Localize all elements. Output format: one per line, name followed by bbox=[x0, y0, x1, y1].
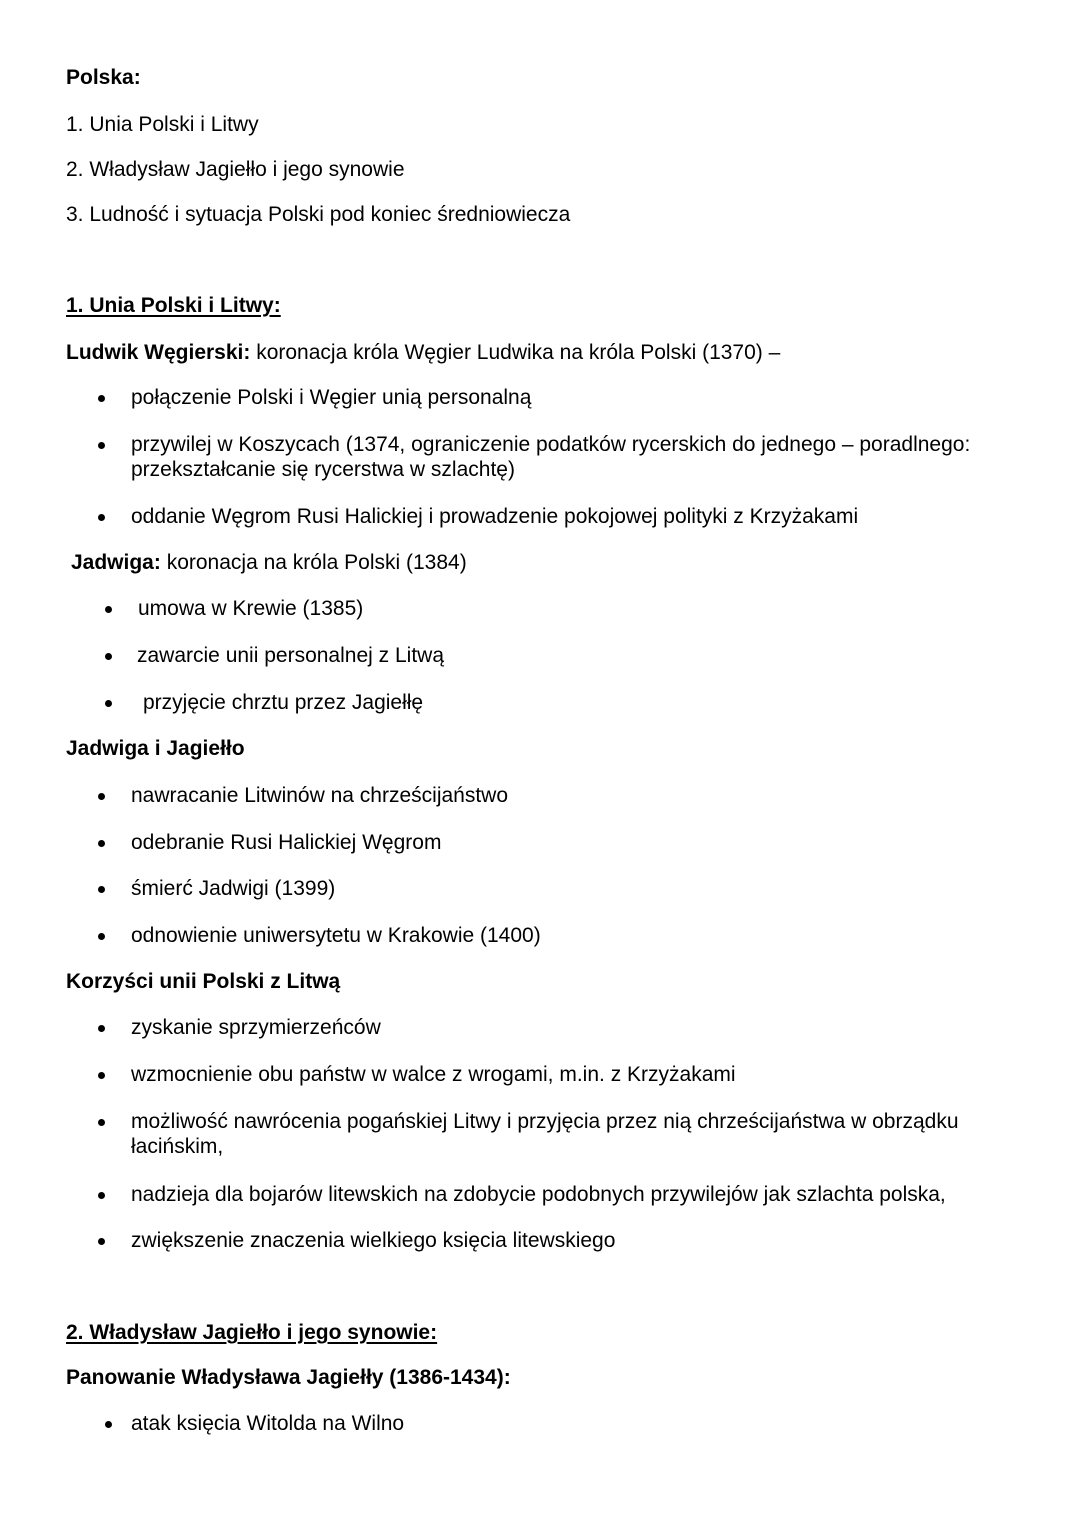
list-item: odnowienie uniwersytetu w Krakowie (1400) bbox=[131, 924, 541, 947]
bullet-icon bbox=[98, 933, 105, 940]
bullet-icon bbox=[98, 1072, 105, 1079]
list-item: przyjęcie chrztu przez Jagiełłę bbox=[143, 691, 424, 714]
list-item: odebranie Rusi Halickiej Węgrom bbox=[131, 831, 442, 854]
bullet-icon bbox=[105, 1421, 112, 1428]
list-item: umowa w Krewie (1385) bbox=[138, 597, 364, 620]
bullet-icon bbox=[98, 395, 105, 402]
list-item: przywilej w Koszycach (1374, ograniczenie podatków rycerskich do jednego – poradlnego: bbox=[131, 433, 971, 456]
bullet-icon bbox=[105, 653, 112, 660]
ludwik-paragraph bbox=[66, 341, 780, 365]
bullet-icon bbox=[98, 1025, 105, 1032]
list-item: zyskanie sprzymierzeńców bbox=[131, 1016, 381, 1039]
list-item: zawarcie unii personalnej z Litwą bbox=[137, 644, 444, 667]
list-item: śmierć Jadwigi (1399) bbox=[131, 877, 336, 900]
bullet-icon bbox=[105, 606, 112, 613]
toc-item-1: 1. Unia Polski i Litwy bbox=[66, 113, 259, 136]
jadwiga-label: Jadwiga: bbox=[71, 551, 161, 574]
list-item: połączenie Polski i Węgier unią personalną bbox=[131, 386, 532, 409]
list-item: nawracanie Litwinów na chrześcijaństwo bbox=[131, 784, 509, 807]
toc-item-2: 2. Władysław Jagiełło i jego synowie bbox=[66, 158, 405, 181]
bullet-icon bbox=[105, 700, 112, 707]
section-1-heading: 1. Unia Polski i Litwy: bbox=[66, 294, 281, 317]
bullet-icon bbox=[98, 442, 105, 449]
jadwiga-paragraph bbox=[71, 551, 467, 575]
bullet-icon bbox=[98, 793, 105, 800]
jadwiga-jagiello-heading: Jadwiga i Jagiełło bbox=[66, 737, 245, 760]
korzysci-heading: Korzyści unii Polski z Litwą bbox=[66, 970, 341, 993]
ludwik-label: Ludwik Węgierski: bbox=[66, 341, 251, 364]
bullet-icon bbox=[98, 1192, 105, 1199]
list-item: wzmocnienie obu państw w walce z wrogami, m.in. z Krzyżakami bbox=[131, 1063, 736, 1086]
section-2-heading: 2. Władysław Jagiełło i jego synowie: bbox=[66, 1321, 438, 1344]
panowanie-heading: Panowanie Władysława Jagiełły (1386-1434): bbox=[66, 1366, 511, 1389]
page-title: Polska: bbox=[66, 66, 141, 89]
jadwiga-text: koronacja na króla Polski (1384) bbox=[160, 551, 467, 574]
bullet-icon bbox=[98, 514, 105, 521]
list-item-continuation: łacińskim, bbox=[131, 1135, 224, 1158]
list-item: nadzieja dla bojarów litewskich na zdobycie podobnych przywilejów jak szlachta polska, bbox=[131, 1183, 946, 1206]
bullet-icon bbox=[98, 840, 105, 847]
bullet-icon bbox=[98, 1119, 105, 1126]
bullet-icon bbox=[98, 886, 105, 893]
ludwik-text: koronacja króla Węgier Ludwika na króla Polski (1370) – bbox=[250, 341, 781, 364]
list-item-continuation: przekształcanie się rycerstwa w szlachtę) bbox=[131, 458, 515, 481]
list-item: atak księcia Witolda na Wilno bbox=[131, 1412, 405, 1435]
list-item: możliwość nawrócenia pogańskiej Litwy i przyjęcia przez nią chrześcijaństwa w obrządku bbox=[131, 1110, 959, 1133]
toc-item-3: 3. Ludność i sytuacja Polski pod koniec średniowiecza bbox=[66, 203, 571, 226]
bullet-icon bbox=[98, 1238, 105, 1245]
list-item: zwiększenie znaczenia wielkiego księcia litewskiego bbox=[131, 1229, 616, 1252]
list-item: oddanie Węgrom Rusi Halickiej i prowadzenie pokojowej polityki z Krzyżakami bbox=[131, 505, 859, 528]
